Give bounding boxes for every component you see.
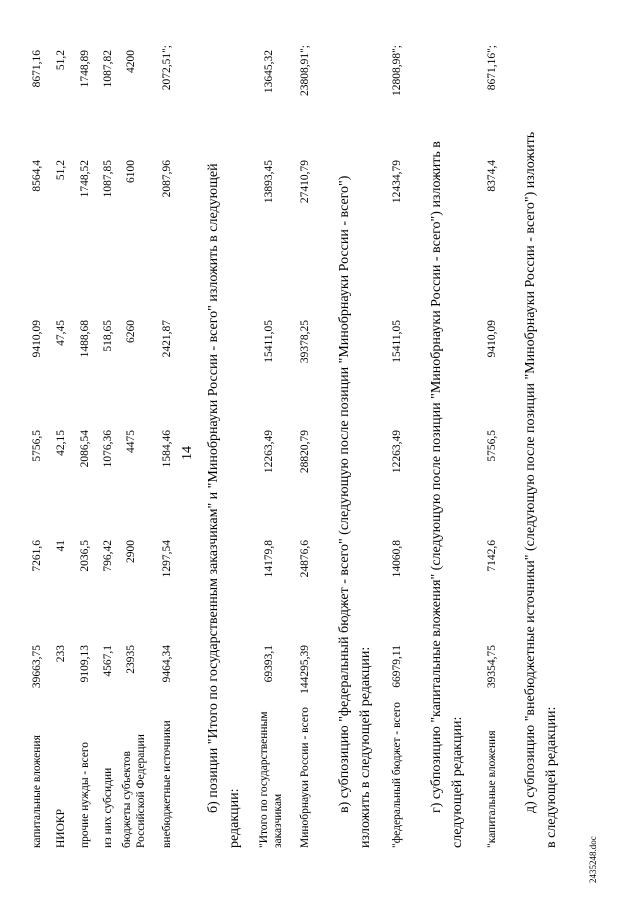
- cell: 9410,09: [31, 320, 43, 358]
- cell: 69393,1: [263, 645, 275, 683]
- cell: 39354,75: [486, 645, 498, 689]
- cell: 1748,89: [79, 50, 91, 88]
- cell: 12434,79: [391, 160, 403, 204]
- cell: 2421,87: [161, 320, 173, 358]
- cell: 14179,8: [263, 540, 275, 578]
- paragraph-b-line1: б) позиции "Итого по государственным заказчикам" и "Минобрнауки России - всего" изложить в следующей: [206, 163, 221, 813]
- cell: 2086,54: [79, 430, 91, 468]
- cell: 7261,6: [31, 540, 43, 572]
- cell: 796,42: [102, 540, 114, 572]
- cell: 39378,25: [299, 320, 311, 364]
- cell: 2072,51";: [161, 45, 173, 91]
- paragraph-d-line1: д) субпозицию "внебюджетные источники" (следующую после позиции "Минобрнауки России - всего") изложить: [523, 131, 538, 813]
- cell: 12263,49: [263, 430, 275, 474]
- row-label: Минобрнауки России - всего: [299, 706, 311, 848]
- row-label: бюджеты субъектов Российской Федерации: [121, 734, 147, 848]
- cell: 2900: [125, 540, 137, 563]
- cell: 9109,13: [79, 645, 91, 683]
- cell: 8671,16";: [486, 45, 498, 91]
- cell: 51,2: [55, 50, 67, 71]
- cell: 66979,11: [391, 645, 403, 688]
- document-footer-code: 2435248.doc: [588, 836, 598, 883]
- cell: 6100: [125, 160, 137, 183]
- cell: 4567,1: [102, 645, 114, 677]
- paragraph-g-line1: г) субпозицию "капитальные вложения" (следующую после позиции "Минобрнауки России - всего") изложить в: [429, 141, 444, 813]
- paragraph-b-line2: редакции:: [227, 788, 242, 848]
- cell: 23935: [125, 645, 137, 674]
- page-number: 14: [180, 446, 195, 460]
- cell: 12808,98";: [391, 45, 403, 97]
- row-label: прочие нужды - всего: [79, 741, 91, 848]
- cell: 15411,05: [263, 320, 275, 363]
- cell: 13645,32: [263, 50, 275, 94]
- cell: 233: [55, 645, 67, 663]
- cell: 4475: [125, 430, 137, 453]
- cell: 1076,36: [102, 430, 114, 468]
- cell: 13893,45: [263, 160, 275, 204]
- cell: 518,65: [102, 320, 114, 352]
- paragraph-g-line2: следующей редакции:: [450, 716, 465, 848]
- row-label: НИОКР: [55, 809, 67, 848]
- row-label: из них субсидии: [102, 767, 114, 848]
- cell: 7142,6: [486, 540, 498, 572]
- cell: 2036,5: [79, 540, 91, 572]
- row-label: капитальные вложения: [31, 735, 43, 848]
- cell: 24876,6: [299, 540, 311, 578]
- cell: 2087,96: [161, 160, 173, 198]
- cell: 5756,5: [31, 430, 43, 462]
- cell: 15411,05: [391, 320, 403, 363]
- cell: 47,45: [55, 320, 67, 346]
- cell: 9410,09: [486, 320, 498, 358]
- cell: 27410,79: [299, 160, 311, 204]
- cell: 1748,52: [79, 160, 91, 198]
- cell: 8564,4: [31, 160, 43, 192]
- cell: 1297,54: [161, 540, 173, 578]
- cell: 23808,91";: [299, 45, 311, 97]
- cell: 1488,68: [79, 320, 91, 358]
- cell: 5756,5: [486, 430, 498, 462]
- cell: 51,2: [55, 160, 67, 181]
- cell: 39663,75: [31, 645, 43, 689]
- row-label: "капитальные вложения: [486, 730, 498, 848]
- cell: 9464,34: [161, 645, 173, 683]
- cell: 12263,49: [391, 430, 403, 474]
- cell: 8671,16: [31, 50, 43, 88]
- cell: 41: [55, 540, 67, 552]
- cell: 1087,85: [102, 160, 114, 198]
- cell: 28820,79: [299, 430, 311, 474]
- cell: 1087,82: [102, 50, 114, 88]
- row-label: внебюджетные источники: [161, 720, 173, 848]
- cell: 4200: [125, 50, 137, 73]
- paragraph-d-line2: в следующей редакции:: [544, 706, 559, 848]
- paragraph-v-line2: изложить в следующей редакции:: [358, 646, 373, 848]
- row-label: "федеральный бюджет - всего: [391, 701, 403, 848]
- cell: 6260: [125, 320, 137, 343]
- cell: 8374,4: [486, 160, 498, 192]
- cell: 14060,8: [391, 540, 403, 578]
- paragraph-v-line1: в) субпозицию "федеральный бюджет - всего" (следующую после позиции "Минобрнауки России - всего"): [337, 175, 352, 813]
- row-label: "Итого по государственным заказчикам: [258, 711, 284, 848]
- cell: 144295,39: [299, 645, 311, 694]
- cell: 1584,46: [161, 430, 173, 468]
- cell: 42,15: [55, 430, 67, 456]
